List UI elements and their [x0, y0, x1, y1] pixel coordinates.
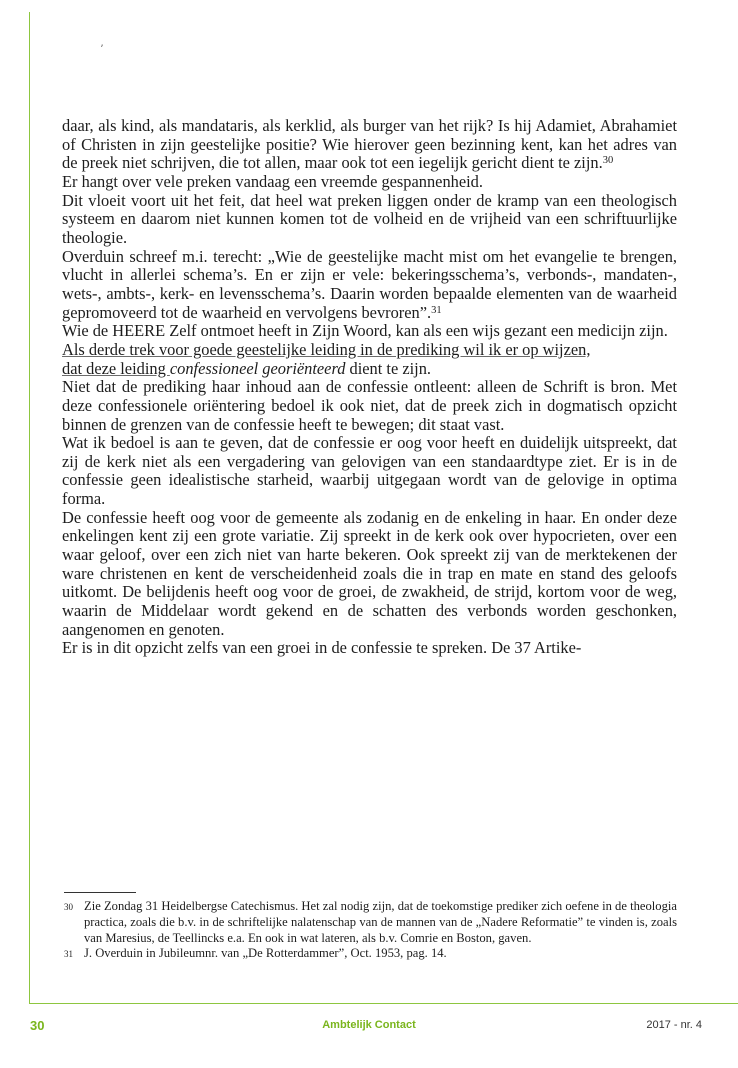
footnote — [64, 946, 677, 963]
footnote-divider — [64, 892, 136, 893]
footnotes — [64, 899, 677, 963]
paragraph: Niet dat de prediking haar inhoud aan de confessie ontleent: alleen de Schrift is bron. Met deze confessionele oriëntering bedoel ik ook niet, dat de preek zich in dogmatisch opzicht binnen de grenzen van de confessie heeft te bewegen; dit staat vast. — [62, 377, 677, 434]
paragraph: Wat ik bedoel is aan te geven, dat de confessie er oog voor heeft en duidelijk uitspreekt, dat zij de kerk niet als een vergadering van gelovigen van een standaardtype ziet. Er is in de confessie geen idealistische starheid, waarbij uitgegaan wordt van de gelovige in optima forma. — [62, 433, 677, 509]
paragraph: daar, als kind, als mandataris, als kerklid, als burger van het rijk? Is hij Adamiet, Abrahamiet of Christen in zijn geestelijke positie? Wie hierover geen bezinning kent, kan het adres van de preek niet schrijven, die tot allen, maar ook tot een iegelijk gericht dient te zijn.$^{30}$ — [62, 116, 677, 173]
paragraph: Wie de HEERE Zelf ontmoet heeft in Zijn Woord, kan als een wijs gezant een medicijn zijn. — [62, 321, 668, 341]
article-body — [62, 117, 677, 658]
paragraph: Er hangt over vele preken vandaag een vreemde gespannenheid. — [62, 171, 483, 191]
bottom-frame-line — [29, 1003, 738, 1004]
magazine-title: Ambtelijk Contact — [322, 1019, 416, 1031]
issue-label: 2017 - nr. 4 — [646, 1019, 702, 1031]
page-footer — [0, 1018, 738, 1034]
left-frame-line — [29, 12, 30, 1004]
paragraph: Als derde trek voor goede geestelijke leiding in de prediking wil ik er op wijzen, dat deze leiding confessioneel georiënteerd dient te zijn. — [62, 339, 591, 378]
page-number: 30 — [30, 1018, 45, 1033]
footnote-number: 30 — [64, 902, 73, 912]
footnote-text: Zie Zondag 31 Heidelbergse Catechismus. Het zal nodig zijn, dat de toekomstige prediker zich oefene in de theologia practica, zoals die b.v. in de schriftelijke nalatenschap van de mannen van de „Nadere Reformatie” te vinden is, zoals van Maresius, de Teellincks e.a. En ook in wat lateren, als b.v. Comrie en Boston, gaven. — [84, 899, 677, 945]
paragraph: Dit vloeit voort uit het feit, dat heel wat preken liggen onder de kramp van een theologisch systeem en daarom niet kunnen komen tot de volheid en de vrijheid van een schriftuurlijke theologie. — [62, 190, 677, 247]
paragraph: Er is in dit opzicht zelfs van een groei in de confessie te spreken. De 37 Artike- — [62, 638, 582, 658]
footnote — [64, 899, 677, 946]
paragraph: De confessie heeft oog voor de gemeente als zodanig en de enkeling in haar. En onder deze enkelingen kent zij een grote variatie. Zij spreekt in de kerk ook over hypocrieten, over een waar geloof, over een zich niet van harte bekeren. Ook spreekt zij van de merktekenen der ware christenen en kent de verscheidenheid zoals die in trap en mate en stand des geloofs uitkomt. De belijdenis heeft oog voor de groei, de zwakheid, de strijd, kortom voor de weg, waarin de Middelaar wordt gekend en de schatten des verbonds worden geschonken, aangenomen en genoten. — [62, 507, 677, 639]
footnote-number: 31 — [64, 949, 73, 960]
scan-mark: ʼ — [100, 44, 104, 55]
footnote-text: J. Overduin in Jubileumnr. van „De Rotterdammer”, Oct. 1953, pag. 14. — [84, 946, 447, 961]
paragraph: Overduin schreef m.i. terecht: „Wie de geestelijke macht mist om het evangelie te brengen, vlucht in allerlei schema’s. En er zijn er vele: bekeringsschema’s, verbonds-, mandaten-, wets-, ambts-, kerk- en levensschema’s. Daarin worden bepaalde elementen van de waarheid gepromoveerd tot de waarheid en vervolgens bevroren”.$^{31}$ — [62, 246, 677, 322]
